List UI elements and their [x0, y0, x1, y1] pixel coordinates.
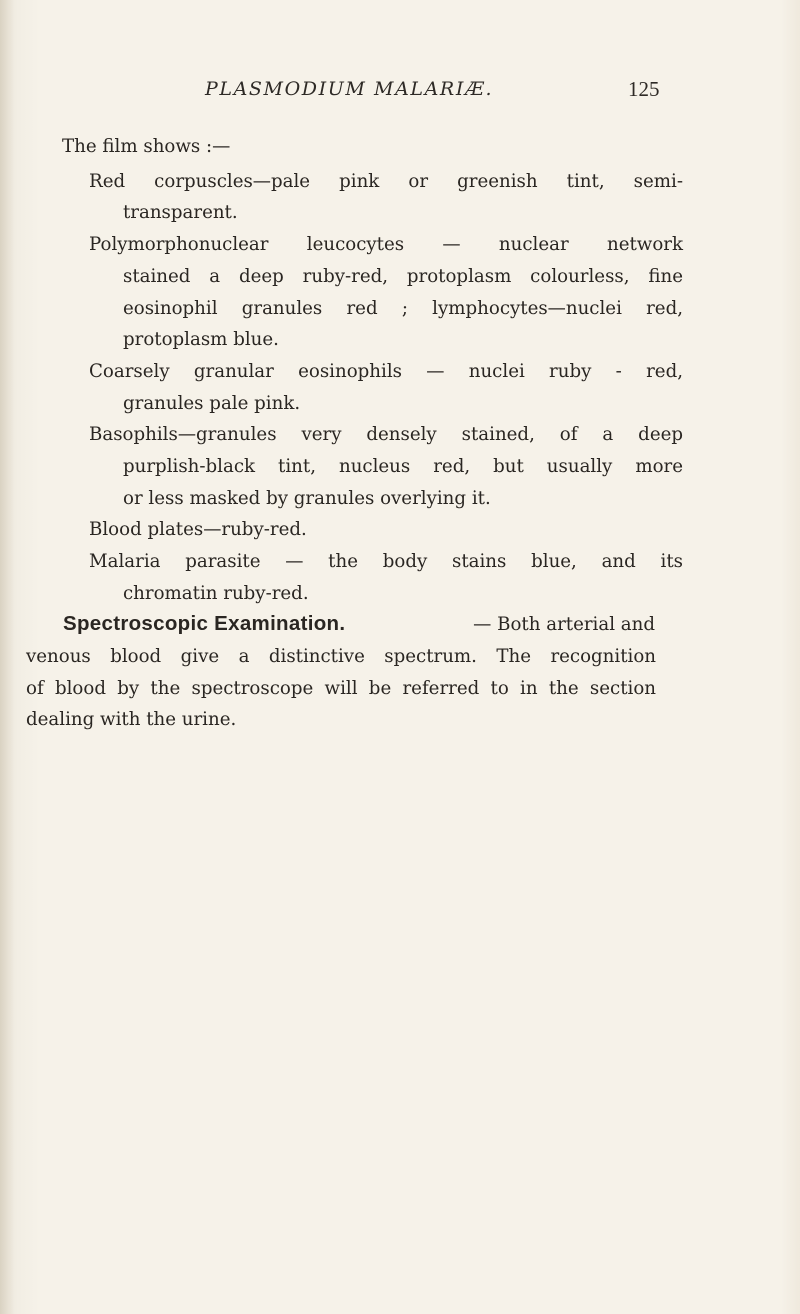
- film-item-basophils-line-3: or less masked by granules overlying it.: [123, 488, 491, 509]
- film-item-polymorphonuclear-line-3: eosinophil granules red ; lymphocytes—nuclei red,: [123, 298, 683, 319]
- film-intro: The film shows :—: [62, 136, 231, 157]
- spectroscopic-line-4: dealing with the urine.: [26, 709, 237, 730]
- spectroscopic-lead: — Both arterial and: [473, 614, 655, 635]
- film-item-polymorphonuclear-line-2: stained a deep ruby-red, protoplasm colourless, fine: [123, 266, 683, 287]
- spectroscopic-first-line: [63, 614, 655, 635]
- page-binding-edge: [0, 0, 14, 1314]
- spectroscopic-line-3: of blood by the spectroscope will be referred to in the section: [26, 678, 656, 699]
- film-item-polymorphonuclear-line-1: Polymorphonuclear leucocytes — nuclear network: [89, 234, 683, 255]
- film-item-polymorphonuclear-line-4: protoplasm blue.: [123, 329, 279, 350]
- film-item-eosinophils-line-1: Coarsely granular eosinophils — nuclei ruby - red,: [89, 361, 683, 382]
- spectroscopic-heading: Spectroscopic Examination.: [63, 612, 346, 635]
- film-item-malaria-parasite-line-1: Malaria parasite — the body stains blue, and its: [89, 551, 683, 572]
- film-item-eosinophils-line-2: granules pale pink.: [123, 393, 301, 414]
- film-item-basophils-line-2: purplish-black tint, nucleus red, but usually more: [123, 456, 683, 477]
- spectroscopic-line-2: venous blood give a distinctive spectrum. The recognition: [26, 646, 656, 667]
- film-item-red-corpuscles-line-1: Red corpuscles—pale pink or greenish tint, semi-: [89, 171, 683, 192]
- film-item-blood-plates-line-1: Blood plates—ruby-red.: [89, 519, 307, 540]
- running-head-title: PLASMODIUM MALARIÆ.: [205, 78, 494, 100]
- film-item-red-corpuscles-line-2: transparent.: [123, 202, 238, 223]
- film-item-malaria-parasite-line-2: chromatin ruby-red.: [123, 583, 309, 604]
- film-item-basophils-line-1: Basophils—granules very densely stained, of a deep: [89, 424, 683, 445]
- page-number: 125: [628, 77, 660, 101]
